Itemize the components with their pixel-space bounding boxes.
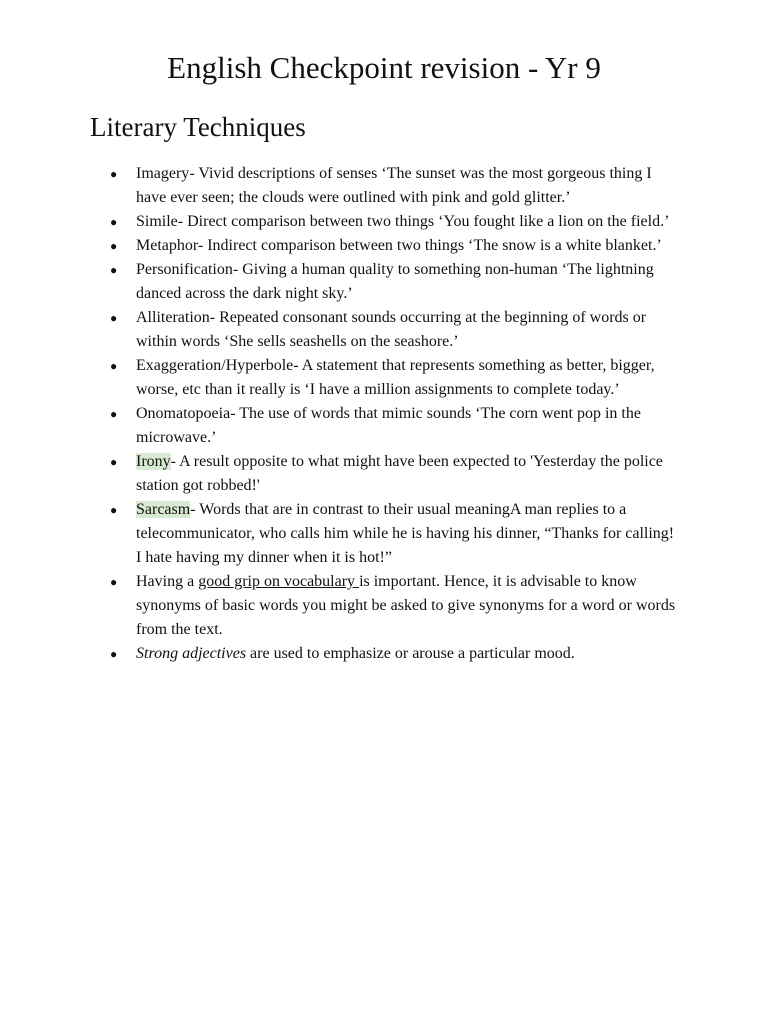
definition-imagery: - Vivid descriptions of senses ‘The sunset was the most gorgeous thing I have ever seen; the clouds were outlined with pink and gold glitter.’ xyxy=(136,165,652,206)
term-personification: Personification xyxy=(136,261,233,278)
term-onomatopoeia: Onomatopoeia xyxy=(136,405,231,422)
list-item-onomatopoeia xyxy=(110,402,680,450)
term-imagery: Imagery xyxy=(136,165,190,182)
definition-personification: - Giving a human quality to something non-human ‘The lightning danced across the dark night sky.’ xyxy=(136,261,654,302)
bullet-icon: ● xyxy=(110,311,118,325)
vocabulary-text: is important. Hence, it is advisable to know synonyms of basic words you might be asked to give synonyms for a word or words from the text. xyxy=(136,573,676,638)
definition-hyperbole: - A statement that represents something as better, bigger, worse, etc than it really is ‘I have a million assignments to complete today.’ xyxy=(136,357,655,398)
definition-metaphor: - Indirect comparison between two things ‘The snow is a white blanket.’ xyxy=(197,237,662,254)
list-item-simile xyxy=(110,210,680,234)
bullet-icon: ● xyxy=(110,647,118,661)
bullet-icon: ● xyxy=(110,167,118,181)
list-item-strong-adjectives xyxy=(110,642,680,666)
bullet-icon: ● xyxy=(110,455,118,469)
term-irony-highlighted: Irony xyxy=(136,453,171,470)
list-item-metaphor xyxy=(110,234,680,258)
bullet-icon: ● xyxy=(110,359,118,373)
list-item-hyperbole xyxy=(110,354,680,402)
bullet-icon: ● xyxy=(110,503,118,517)
list-item-vocabulary xyxy=(110,570,680,642)
term-metaphor: Metaphor xyxy=(136,237,198,254)
section-heading: Literary Techniques xyxy=(90,112,306,142)
definition-alliteration: - Repeated consonant sounds occurring at the beginning of words or within words ‘She sells seashells on the seashore.’ xyxy=(136,309,647,350)
definition-simile: - Direct comparison between two things ‘You fought like a lion on the field.’ xyxy=(177,213,670,230)
strong-adjectives-italic: Strong adjectives xyxy=(136,645,247,662)
list-item-imagery xyxy=(110,162,680,210)
list-item-sarcasm xyxy=(110,498,680,570)
term-alliteration: Alliteration xyxy=(136,309,210,326)
list-item-alliteration xyxy=(110,306,680,354)
bullet-icon: ● xyxy=(110,239,118,253)
definition-onomatopoeia: - The use of words that mimic sounds ‘The corn went pop in the microwave.’ xyxy=(136,405,641,446)
strong-adjectives-text: are used to emphasize or arouse a particular mood. xyxy=(246,645,575,662)
vocabulary-prefix: Having a xyxy=(136,573,199,590)
techniques-list xyxy=(110,162,680,666)
page-title: English Checkpoint revision - Yr 9 xyxy=(167,50,601,85)
bullet-icon: ● xyxy=(110,263,118,277)
term-hyperbole: Exaggeration/Hyperbole xyxy=(136,357,294,374)
bullet-icon: ● xyxy=(110,215,118,229)
vocabulary-underlined: good grip on vocabulary xyxy=(198,573,360,590)
term-simile: Simile xyxy=(136,213,178,230)
bullet-icon: ● xyxy=(110,407,118,421)
bullet-icon: ● xyxy=(110,575,118,589)
term-sarcasm-highlighted: Sarcasm xyxy=(136,501,191,518)
definition-sarcasm: - Words that are in contrast to their usual meaningA man replies to a telecommunicator, who calls him while he is having his dinner, “Thanks for calling! I hate having my dinner when it is hot!” xyxy=(136,501,675,566)
definition-irony: - A result opposite to what might have been expected to 'Yesterday the police station got robbed!' xyxy=(136,453,663,494)
list-item-personification xyxy=(110,258,680,306)
list-item-irony xyxy=(110,450,680,498)
